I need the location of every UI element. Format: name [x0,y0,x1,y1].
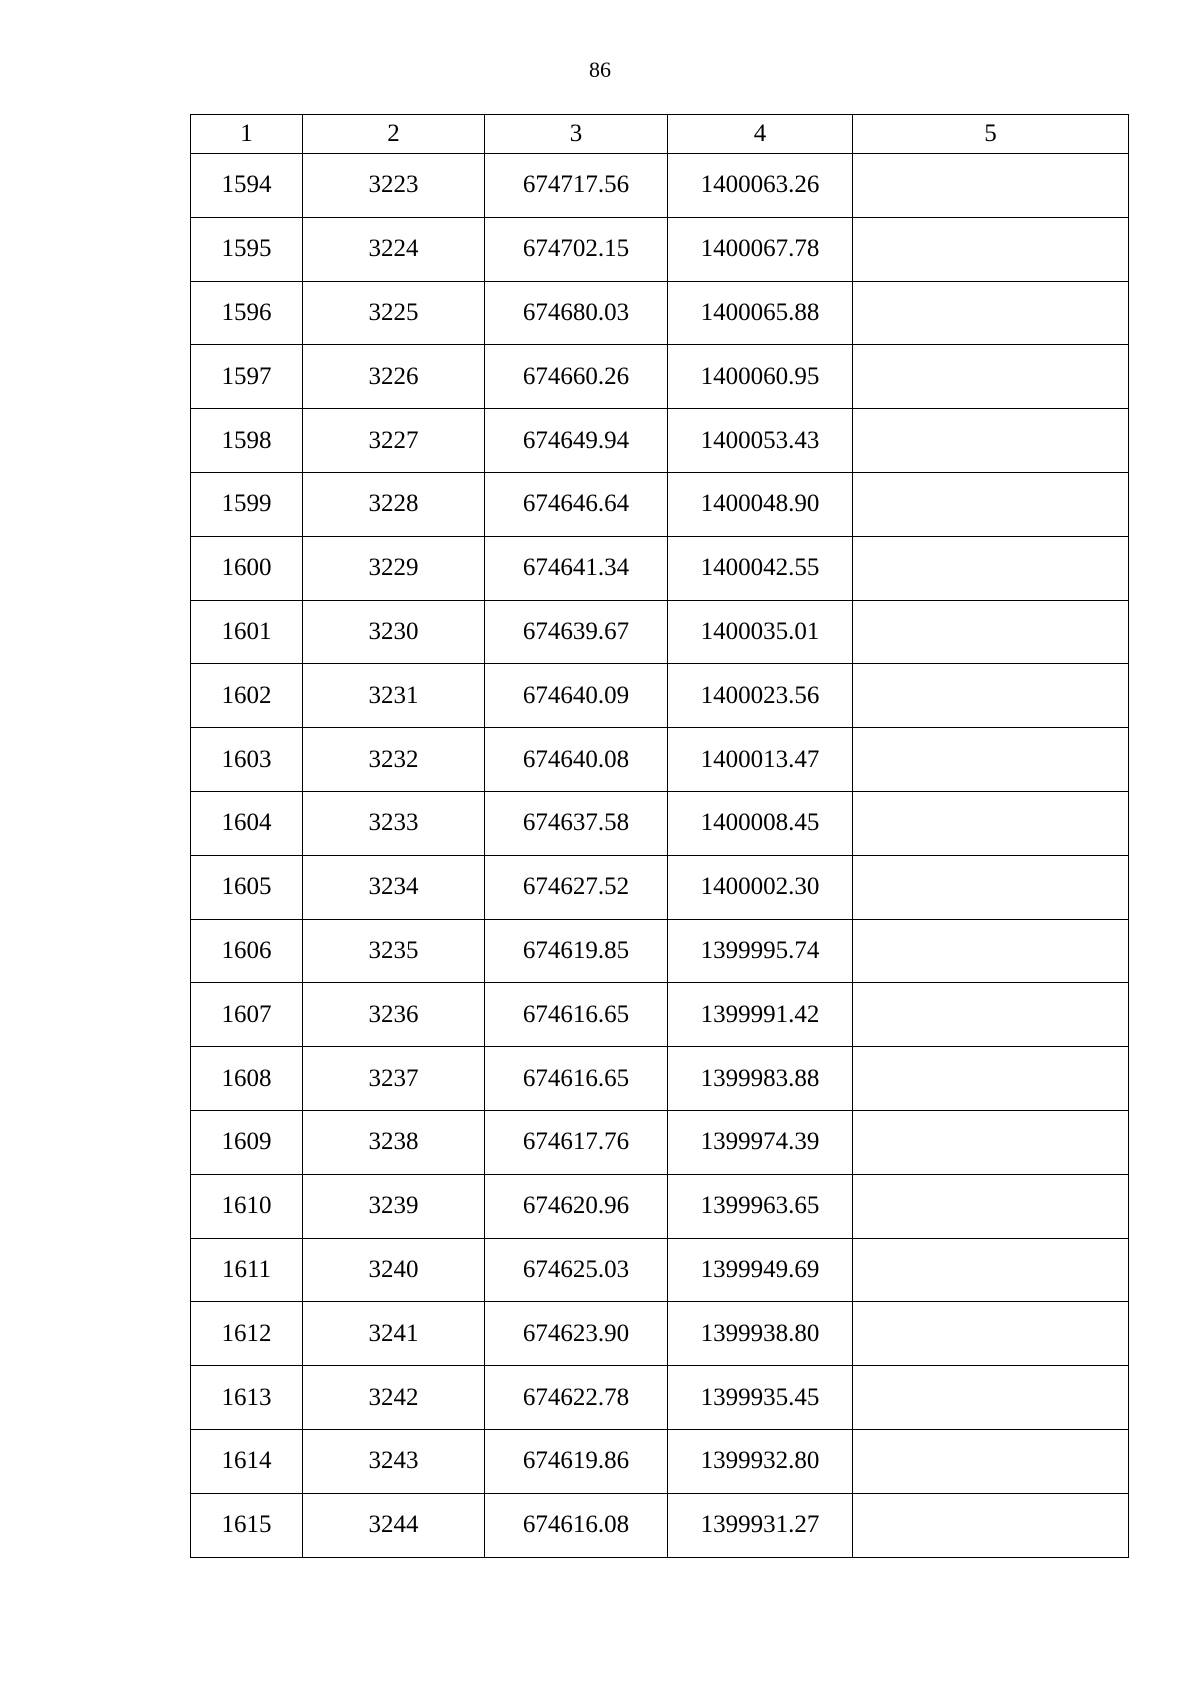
table-cell-col-1: 1609 [191,1110,303,1174]
table-cell-col-2: 3233 [303,791,485,855]
table-row [191,1493,1129,1557]
table-cell-col-1: 1599 [191,472,303,536]
table-cell-col-5 [853,728,1129,792]
table-cell-col-2: 3231 [303,664,485,728]
table-cell-col-1: 1603 [191,728,303,792]
table-cell-col-1: 1608 [191,1047,303,1111]
table-cell-col-3: 674702.15 [485,217,668,281]
table-cell-col-4: 1399991.42 [668,983,853,1047]
header-cell-5: 5 [853,115,1129,154]
table-cell-col-5 [853,983,1129,1047]
table-cell-col-1: 1606 [191,919,303,983]
table-cell-col-4: 1400063.26 [668,154,853,218]
table-cell-col-3: 674616.65 [485,1047,668,1111]
table-cell-col-2: 3227 [303,409,485,473]
table-cell-col-1: 1596 [191,281,303,345]
table-cell-col-3: 674640.08 [485,728,668,792]
table-cell-col-5 [853,536,1129,600]
table-row [191,983,1129,1047]
table-cell-col-2: 3236 [303,983,485,1047]
table-cell-col-5 [853,472,1129,536]
table-cell-col-2: 3226 [303,345,485,409]
table-cell-col-2: 3230 [303,600,485,664]
table-cell-col-2: 3244 [303,1493,485,1557]
table-cell-col-1: 1600 [191,536,303,600]
table-cell-col-2: 3232 [303,728,485,792]
table-row [191,1429,1129,1493]
table-row [191,1110,1129,1174]
table-cell-col-3: 674616.08 [485,1493,668,1557]
table-cell-col-1: 1615 [191,1493,303,1557]
table-cell-col-3: 674623.90 [485,1302,668,1366]
table-cell-col-3: 674660.26 [485,345,668,409]
table-cell-col-5 [853,154,1129,218]
table-cell-col-3: 674639.67 [485,600,668,664]
table-cell-col-3: 674640.09 [485,664,668,728]
table-cell-col-1: 1605 [191,855,303,919]
table-cell-col-1: 1604 [191,791,303,855]
table-cell-col-3: 674641.34 [485,536,668,600]
table-cell-col-1: 1601 [191,600,303,664]
table-row [191,345,1129,409]
table-cell-col-5 [853,855,1129,919]
table-row [191,536,1129,600]
header-cell-2: 2 [303,115,485,154]
table-cell-col-4: 1400048.90 [668,472,853,536]
table-row [191,791,1129,855]
table-cell-col-5 [853,1302,1129,1366]
table-cell-col-5 [853,217,1129,281]
table-cell-col-5 [853,919,1129,983]
table-cell-col-2: 3239 [303,1174,485,1238]
table-cell-col-5 [853,1047,1129,1111]
table-cell-col-1: 1610 [191,1174,303,1238]
table-cell-col-1: 1595 [191,217,303,281]
table-row [191,600,1129,664]
table-cell-col-3: 674646.64 [485,472,668,536]
table-cell-col-3: 674619.85 [485,919,668,983]
table-row [191,409,1129,473]
table-header [191,115,1129,154]
table-cell-col-4: 1400042.55 [668,536,853,600]
table-cell-col-2: 3229 [303,536,485,600]
table-cell-col-5 [853,1493,1129,1557]
table-row [191,1238,1129,1302]
header-cell-1: 1 [191,115,303,154]
table-cell-col-1: 1594 [191,154,303,218]
table-cell-col-4: 1400065.88 [668,281,853,345]
header-cell-4: 4 [668,115,853,154]
table-cell-col-2: 3228 [303,472,485,536]
table-row [191,1047,1129,1111]
table-row [191,919,1129,983]
table-cell-col-4: 1399935.45 [668,1366,853,1430]
table-cell-col-4: 1399931.27 [668,1493,853,1557]
table-body [191,154,1129,1558]
table-cell-col-2: 3240 [303,1238,485,1302]
table-cell-col-4: 1400067.78 [668,217,853,281]
header-cell-3: 3 [485,115,668,154]
table-cell-col-4: 1399938.80 [668,1302,853,1366]
table-cell-col-5 [853,345,1129,409]
table-cell-col-3: 674616.65 [485,983,668,1047]
header-row [191,115,1129,154]
table-cell-col-1: 1597 [191,345,303,409]
table-cell-col-3: 674717.56 [485,154,668,218]
table-cell-col-5 [853,600,1129,664]
table-cell-col-1: 1602 [191,664,303,728]
table-cell-col-4: 1400053.43 [668,409,853,473]
table-cell-col-2: 3243 [303,1429,485,1493]
table-cell-col-2: 3224 [303,217,485,281]
table-cell-col-5 [853,1238,1129,1302]
table-cell-col-5 [853,1174,1129,1238]
table-row [191,1302,1129,1366]
table-cell-col-3: 674625.03 [485,1238,668,1302]
table-row [191,664,1129,728]
table-row [191,472,1129,536]
table-cell-col-3: 674620.96 [485,1174,668,1238]
table-cell-col-3: 674622.78 [485,1366,668,1430]
table-cell-col-3: 674619.86 [485,1429,668,1493]
table-cell-col-4: 1400013.47 [668,728,853,792]
table-cell-col-2: 3241 [303,1302,485,1366]
table-cell-col-2: 3234 [303,855,485,919]
table-cell-col-5 [853,664,1129,728]
table-row [191,154,1129,218]
table-cell-col-2: 3225 [303,281,485,345]
table-cell-col-1: 1598 [191,409,303,473]
coordinates-table [190,114,1129,1558]
table-row [191,728,1129,792]
table-cell-col-1: 1613 [191,1366,303,1430]
table-cell-col-4: 1400008.45 [668,791,853,855]
table-cell-col-5 [853,1110,1129,1174]
table-cell-col-3: 674649.94 [485,409,668,473]
table-cell-col-1: 1614 [191,1429,303,1493]
table-row [191,855,1129,919]
table-cell-col-4: 1400035.01 [668,600,853,664]
table-cell-col-4: 1399983.88 [668,1047,853,1111]
table-cell-col-5 [853,281,1129,345]
table-cell-col-1: 1607 [191,983,303,1047]
table-cell-col-2: 3223 [303,154,485,218]
table-cell-col-3: 674617.76 [485,1110,668,1174]
table-cell-col-4: 1400060.95 [668,345,853,409]
table-cell-col-4: 1399995.74 [668,919,853,983]
table-cell-col-2: 3238 [303,1110,485,1174]
table-cell-col-4: 1399949.69 [668,1238,853,1302]
table-cell-col-5 [853,791,1129,855]
table-cell-col-4: 1400002.30 [668,855,853,919]
table-cell-col-5 [853,1366,1129,1430]
table-row [191,1366,1129,1430]
table-cell-col-2: 3237 [303,1047,485,1111]
table-cell-col-4: 1400023.56 [668,664,853,728]
table-cell-col-4: 1399974.39 [668,1110,853,1174]
table-cell-col-3: 674680.03 [485,281,668,345]
table-cell-col-1: 1612 [191,1302,303,1366]
table-cell-col-1: 1611 [191,1238,303,1302]
table-cell-col-3: 674637.58 [485,791,668,855]
table-cell-col-4: 1399963.65 [668,1174,853,1238]
page-number: 86 [589,57,611,82]
table-row [191,281,1129,345]
table-cell-col-2: 3242 [303,1366,485,1430]
table-row [191,217,1129,281]
table-cell-col-4: 1399932.80 [668,1429,853,1493]
table-cell-col-5 [853,1429,1129,1493]
table-row [191,1174,1129,1238]
table-cell-col-3: 674627.52 [485,855,668,919]
table-cell-col-5 [853,409,1129,473]
table-cell-col-2: 3235 [303,919,485,983]
